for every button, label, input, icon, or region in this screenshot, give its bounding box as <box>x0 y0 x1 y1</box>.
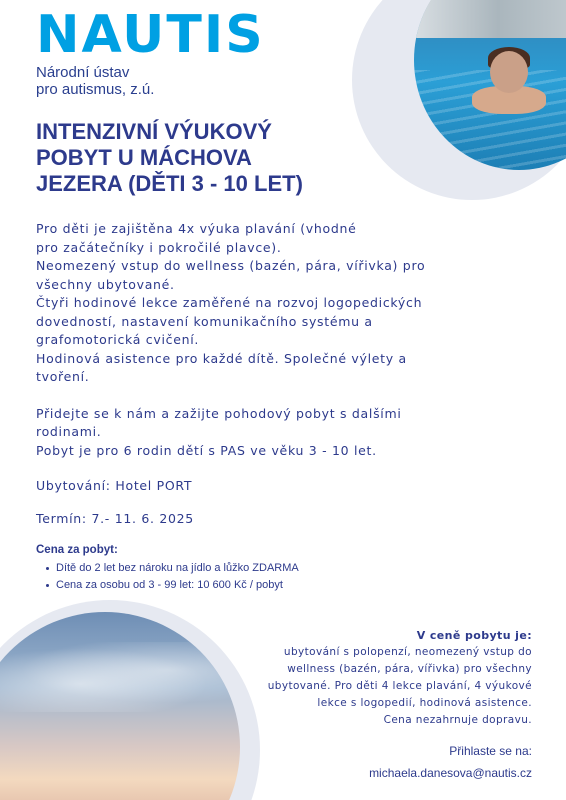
intro-line: Pro děti je zajištěna 4x výuka plavání (vhodné <box>36 221 357 236</box>
contact-section <box>320 740 532 784</box>
invite-line: Pobyt je pro 6 rodin dětí s PAS ve věku 3 - 10 let. <box>36 442 377 458</box>
intro-line: všechny ubytované. <box>36 276 175 292</box>
photo-water-ripples <box>414 70 566 170</box>
page-title <box>36 119 396 197</box>
intro-line: pro začátečníky i pokročilé plavce). <box>36 239 282 255</box>
price-item: Cena za osobu od 3 - 99 let: 10 600 Kč / pobyt <box>44 577 299 594</box>
logo-subtitle-line-2: pro autismus, z.ú. <box>36 81 155 98</box>
title-line-3: JEZERA (DĚTI 3 - 10 LET) <box>36 171 303 196</box>
logo-wordmark: NAUTIS <box>36 5 265 65</box>
photo-clouds <box>0 642 230 712</box>
swimming-child-photo <box>414 0 566 170</box>
included-line: ubytované. Pro děti 4 lekce plavání, 4 výukové <box>267 680 532 692</box>
included-line: lekce s logopedií, hodinová asistence. <box>317 697 532 709</box>
title-line-2: POBYT U MÁCHOVA <box>36 145 252 170</box>
title-line-1: INTENZIVNÍ VÝUKOVÝ <box>36 119 272 144</box>
intro-line: grafomotorická cvičení. <box>36 332 200 347</box>
intro-line: tvoření. <box>36 369 90 384</box>
logo-subtitle-line-1: Národní ústav <box>36 64 130 81</box>
included-line: Cena nezahrnuje dopravu. <box>383 714 532 726</box>
paragraph-gap <box>36 387 476 405</box>
invite-line: Přidejte se k nám a zažijte pohodový pobyt s dalšími <box>36 405 402 421</box>
intro-line: Čtyři hodinové lekce zaměřené na rozvoj logopedických <box>36 295 423 310</box>
included-line: ubytování s polopenzí, neomezený vstup do <box>283 646 532 658</box>
invite-line: rodinami. <box>36 424 102 439</box>
term-dates: Termín: 7.- 11. 6. 2025 <box>36 511 194 526</box>
price-list <box>44 560 299 594</box>
included-section <box>256 627 532 729</box>
nautis-logo <box>36 6 276 98</box>
contact-email[interactable]: michaela.danesova@nautis.cz <box>369 766 532 780</box>
photo-child-head <box>490 51 528 93</box>
included-heading: V ceně pobytu je: <box>416 629 532 642</box>
included-line: wellness (bazén, pára, vířivka) pro všechny <box>287 663 532 675</box>
intro-line: dovedností, nastavení komunikačního systému a <box>36 313 373 329</box>
accommodation-text: Ubytování: Hotel PORT <box>36 478 193 493</box>
intro-line: Neomezený vstup do wellness (bazén, pára, vířivka) pro <box>36 258 426 273</box>
description-block <box>36 220 476 460</box>
intro-line: Hodinová asistence pro každé dítě. Společné výlety a <box>36 350 407 366</box>
price-item: Dítě do 2 let bez nároku na jídlo a lůžko ZDARMA <box>44 560 299 577</box>
contact-label: Přihlaste se na: <box>449 744 532 758</box>
photo-window-background <box>414 0 566 38</box>
price-heading: Cena za pobyt: <box>36 544 118 556</box>
